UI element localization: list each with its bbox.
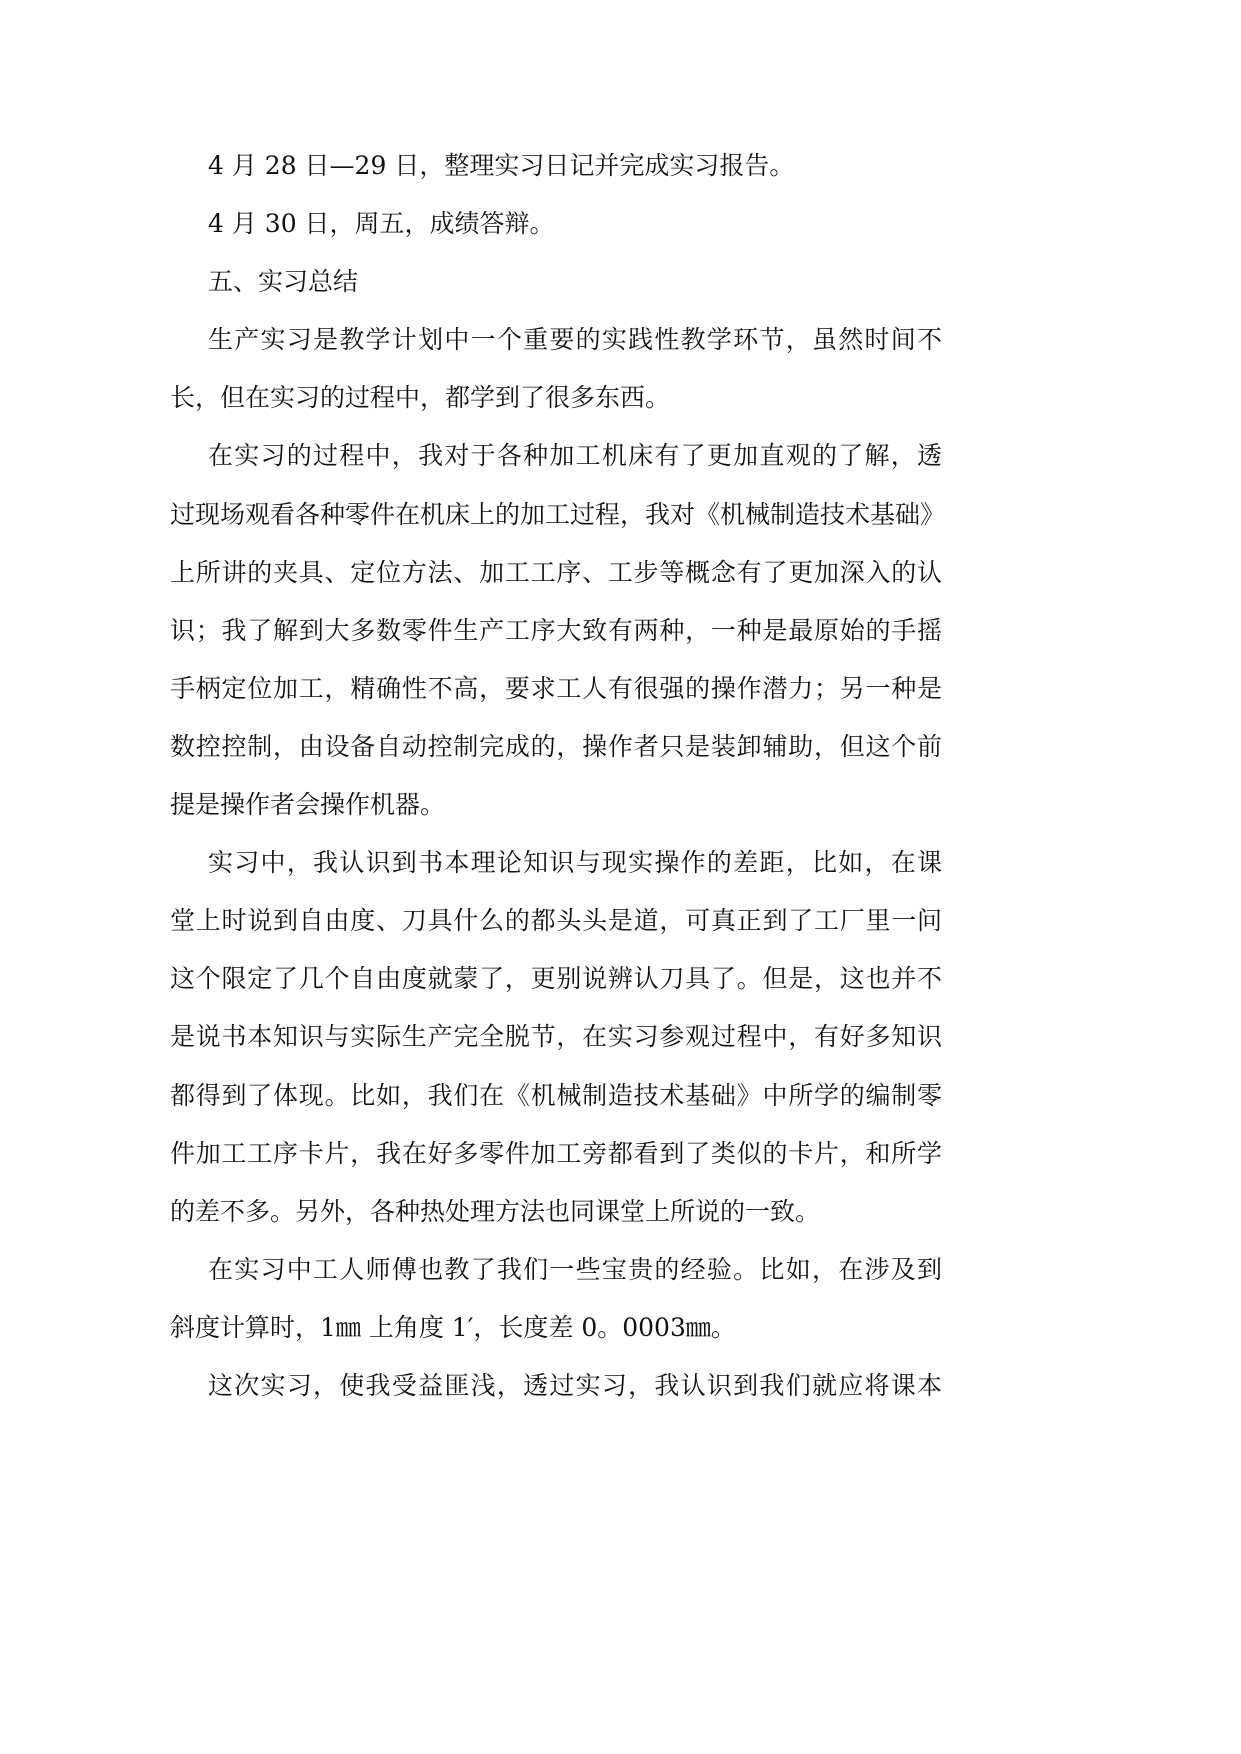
text-line: 是说书本知识与实际生产完全脱节，在实习参观过程中，有好多知识 bbox=[170, 1022, 942, 1052]
text-line: 在实习的过程中，我对于各种加工机床有了更加直观的了解，透 bbox=[208, 441, 942, 471]
text-line: 数控控制，由设备自动控制完成的，操作者只是装卸辅助，但这个前 bbox=[170, 731, 942, 761]
text-line: 斜度计算时，1㎜ 上角度 1′，长度差 0。0003㎜。 bbox=[170, 1312, 736, 1342]
text-line: 堂上时说到自由度、刀具什么的都头头是道，可真正到了工厂里一问 bbox=[170, 906, 942, 936]
text-line: 实习中，我认识到书本理论知识与现实操作的差距，比如，在课 bbox=[208, 848, 942, 878]
document-page bbox=[170, 140, 946, 1418]
text-line: 件加工工序卡片，我在好多零件加工旁都看到了类似的卡片，和所学 bbox=[170, 1138, 942, 1168]
paragraph bbox=[170, 837, 942, 1244]
paragraph bbox=[170, 1244, 942, 1360]
text-line: 上所讲的夹具、定位方法、加工工序、工步等概念有了更加深入的认 bbox=[170, 557, 942, 587]
text-line: 这次实习，使我受益匪浅，透过实习，我认识到我们就应将课本 bbox=[208, 1370, 942, 1400]
paragraph bbox=[170, 430, 946, 837]
text-line: 在实习中工人师傅也教了我们一些宝贵的经验。比如，在涉及到 bbox=[208, 1254, 942, 1284]
paragraph bbox=[170, 256, 942, 314]
text-line: 这个限定了几个自由度就蒙了，更别说辨认刀具了。但是，这也并不 bbox=[170, 964, 942, 994]
paragraph bbox=[170, 314, 942, 430]
text-line: 生产实习是教学计划中一个重要的实践性教学环节，虽然时间不 bbox=[208, 325, 942, 355]
text-line: 过现场观看各种零件在机床上的加工过程，我对《机械制造技术基础》 bbox=[170, 499, 946, 529]
text-line: 提是操作者会操作机器。 bbox=[170, 790, 446, 820]
text-line: 五、实习总结 bbox=[208, 267, 359, 297]
text-line: 都得到了体现。比如，我们在《机械制造技术基础》中所学的编制零 bbox=[170, 1080, 942, 1110]
paragraph bbox=[170, 198, 942, 256]
text-line: 的差不多。另外，各种热处理方法也同课堂上所说的一致。 bbox=[170, 1196, 821, 1226]
text-line: 4 月 30 日，周五，成绩答辩。 bbox=[208, 209, 555, 239]
text-line: 识；我了解到大多数零件生产工序大致有两种，一种是最原始的手摇 bbox=[170, 615, 942, 645]
text-line: 长，但在实习的过程中，都学到了很多东西。 bbox=[170, 383, 671, 413]
text-line: 4 月 28 日—29 日，整理实习日记并完成实习报告。 bbox=[208, 151, 795, 180]
paragraph bbox=[170, 140, 942, 198]
paragraph bbox=[170, 1360, 942, 1418]
text-line: 手柄定位加工，精确性不高，要求工人有很强的操作潜力；另一种是 bbox=[170, 673, 942, 703]
